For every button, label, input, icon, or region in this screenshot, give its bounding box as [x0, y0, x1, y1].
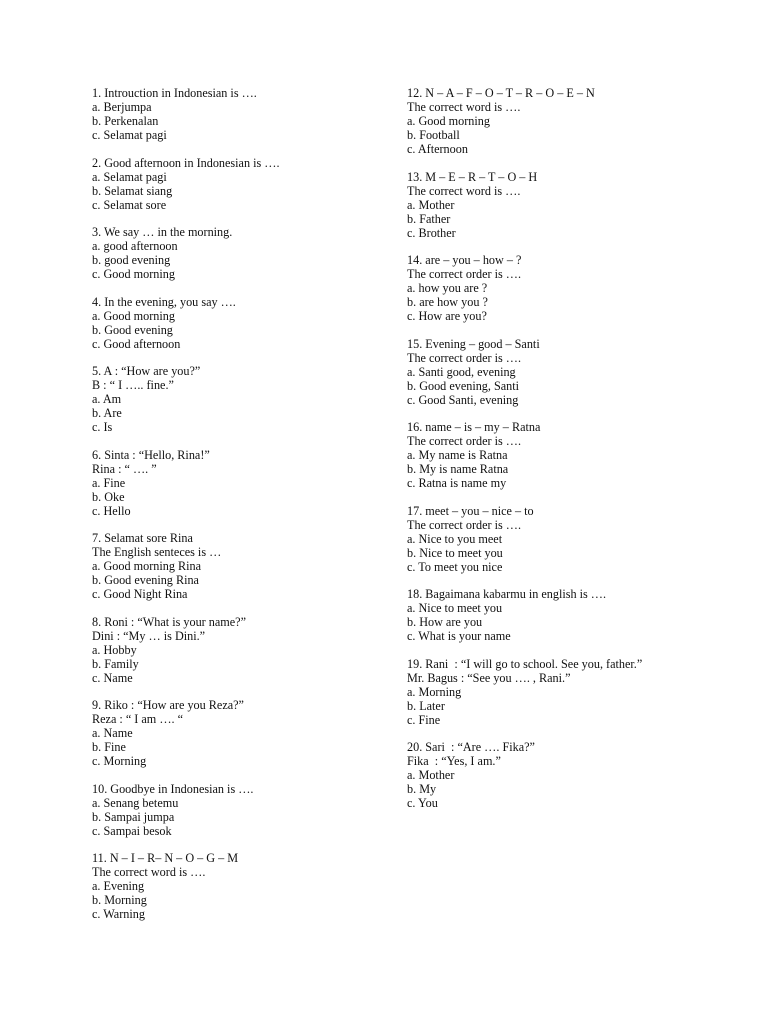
question-text: 7. Selamat sore Rina — [92, 531, 193, 545]
question-line: a. Nice to you meet — [407, 531, 503, 546]
question-line: c. Is — [92, 420, 113, 434]
question-line: The English senteces is … — [92, 545, 222, 559]
question-line: a. Am — [92, 392, 122, 406]
question-line: c. What is your name — [407, 629, 511, 643]
question-text: 5. A : “How are you?” — [92, 364, 201, 378]
question-line: b. Family — [92, 656, 139, 671]
question-line: The correct word is …. — [92, 865, 206, 879]
question-text: 3. We say … in the morning. — [92, 225, 233, 239]
question-line: b. Good evening, Santi — [407, 378, 520, 393]
question-line: The correct order is …. — [407, 517, 522, 532]
question-line: Mr. Bagus : “See you …. , Rani.” — [407, 670, 571, 685]
question-line: a. Selamat pagi — [92, 169, 167, 184]
question-block — [407, 420, 737, 490]
question-line: b. Fine — [92, 740, 126, 754]
question-line: b. are how you ? — [407, 295, 488, 309]
question-line: c. Selamat sore — [92, 197, 167, 212]
question-line: a. Mother — [407, 197, 455, 212]
question-line: b. Nice to meet you — [407, 545, 503, 560]
question-line: c. Good Santi, evening — [407, 392, 519, 407]
question-line: c. Good Night Rina — [92, 587, 188, 601]
question-line: The correct word is …. — [407, 183, 521, 198]
question-line: b. My — [407, 782, 437, 796]
question-line: b. Later — [407, 698, 445, 713]
question-line: c. Sampai besok — [92, 823, 172, 838]
question-block — [92, 851, 422, 921]
question-line: a. good afternoon — [92, 239, 178, 253]
question-line: c. You — [407, 796, 438, 810]
question-block — [92, 448, 422, 518]
right-question-column — [407, 86, 737, 824]
question-line: Dini : “My … is Dini.” — [92, 628, 206, 643]
question-line: c. Selamat pagi — [92, 128, 167, 142]
question-line: b. good evening — [92, 253, 171, 267]
question-line: a. My name is Ratna — [407, 448, 508, 462]
question-block — [92, 295, 422, 351]
question-line: a. Evening — [92, 879, 145, 893]
question-line: a. Mother — [407, 768, 455, 782]
question-line: c. Good afternoon — [92, 336, 181, 351]
question-text: 9. Riko : “How are you Reza?” — [92, 698, 244, 712]
question-line: b. Good evening — [92, 322, 173, 337]
question-line: a. Santi good, evening — [407, 364, 516, 379]
question-block — [407, 504, 737, 574]
question-text: 4. In the evening, you say …. — [92, 294, 236, 309]
question-block — [407, 86, 737, 156]
question-block — [92, 364, 422, 434]
question-line: c. Afternoon — [407, 142, 468, 156]
question-line: c. Name — [92, 670, 133, 685]
left-question-column — [92, 86, 422, 935]
question-line: b. Oke — [92, 489, 125, 504]
question-line: a. Good morning Rina — [92, 559, 201, 573]
question-line: The correct order is …. — [407, 267, 522, 281]
question-text: 18. Bagaimana kabarmu in english is …. — [407, 587, 607, 601]
question-block — [92, 86, 422, 142]
question-line: a. Good morning — [407, 114, 490, 128]
question-line: c. Ratna is name my — [407, 476, 507, 490]
question-block — [407, 170, 737, 240]
question-block — [407, 657, 737, 727]
question-line: c. To meet you nice — [407, 559, 503, 574]
question-text: 17. meet – you – nice – to — [407, 503, 534, 518]
question-line: c. How are you? — [407, 309, 487, 323]
question-line: b. Sampai jumpa — [92, 809, 175, 824]
question-block — [92, 615, 422, 685]
question-line: c. Fine — [407, 712, 441, 727]
question-line: b. Selamat siang — [92, 183, 173, 198]
question-line: B : “ I ….. fine.” — [92, 378, 174, 392]
question-block — [407, 337, 737, 407]
question-line: c. Brother — [407, 225, 456, 240]
question-text: 11. N – I – R– N – O – G – M — [92, 851, 239, 865]
question-line: c. Hello — [92, 503, 131, 518]
question-block — [407, 253, 737, 323]
question-text: 20. Sari : “Are …. Fika?” — [407, 740, 535, 754]
question-text: 2. Good afternoon in Indonesian is …. — [92, 155, 280, 170]
question-line: The correct order is …. — [407, 350, 522, 365]
question-line: a. Fine — [92, 475, 126, 490]
question-line: a. Morning — [407, 684, 462, 699]
question-block — [92, 156, 422, 212]
question-block — [92, 698, 422, 768]
question-line: Fika : “Yes, I am.” — [407, 754, 501, 768]
question-block — [92, 531, 422, 601]
question-line: b. Are — [92, 406, 122, 420]
question-text: 10. Goodbye in Indonesian is …. — [92, 781, 254, 796]
question-line: b. Perkenalan — [92, 114, 159, 128]
question-text: 15. Evening – good – Santi — [407, 336, 540, 351]
question-line: c. Good morning — [92, 267, 175, 281]
question-block — [92, 782, 422, 838]
question-line: a. Nice to meet you — [407, 601, 503, 615]
question-line: a. Senang betemu — [92, 795, 179, 810]
question-block — [407, 587, 737, 643]
question-text: 1. Introuction in Indonesian is …. — [92, 86, 257, 100]
question-line: b. Morning — [92, 893, 147, 907]
question-line: a. Name — [92, 726, 133, 740]
question-text: 12. N – A – F – O – T – R – O – E – N — [407, 86, 595, 100]
question-line: a. Hobby — [92, 642, 137, 657]
question-line: b. How are you — [407, 615, 483, 629]
question-text: 13. M – E – R – T – O – H — [407, 169, 538, 184]
question-line: a. how you are ? — [407, 281, 488, 295]
question-line: Reza : “ I am …. “ — [92, 712, 184, 726]
question-line: Rina : “ …. ” — [92, 461, 157, 476]
question-block — [407, 740, 737, 810]
question-line: a. Good morning — [92, 308, 175, 323]
question-line: b. Football — [407, 128, 460, 142]
question-text: 19. Rani : “I will go to school. See you, father.” — [407, 656, 643, 671]
question-text: 6. Sinta : “Hello, Rina!” — [92, 447, 210, 462]
question-line: c. Morning — [92, 754, 147, 768]
question-text: 16. name – is – my – Ratna — [407, 420, 541, 434]
question-line: b. Good evening Rina — [92, 573, 199, 587]
question-text: 14. are – you – how – ? — [407, 253, 522, 267]
question-line: The correct word is …. — [407, 100, 521, 114]
question-line: a. Berjumpa — [92, 100, 152, 114]
question-line: b. My is name Ratna — [407, 462, 509, 476]
question-line: b. Father — [407, 211, 451, 226]
question-text: 8. Roni : “What is your name?” — [92, 614, 246, 629]
question-block — [92, 225, 422, 281]
question-line: c. Warning — [92, 907, 145, 921]
question-line: The correct order is …. — [407, 434, 522, 448]
